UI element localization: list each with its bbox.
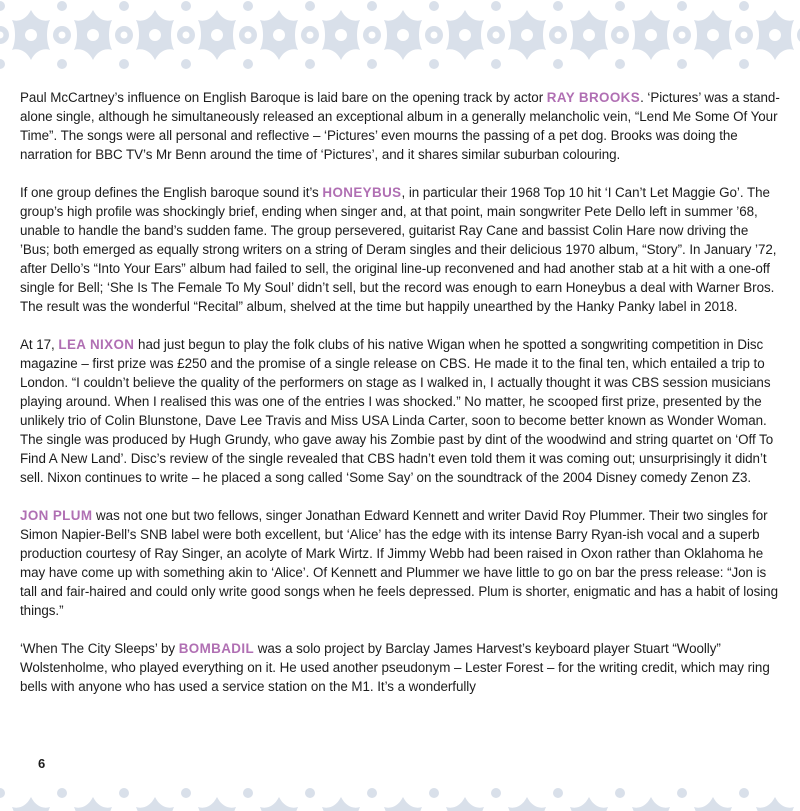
artist-name: HONEYBUS bbox=[322, 185, 402, 200]
paragraph-text: . ‘Pictures’ was a stand-alone single, although he simultaneously released an exceptional album in a generally melancholic vein, “Lend Me Some Of Your Time”. The songs were all personal and reflective – ‘Pictures’ even mourns the passing of a pet dog. Brooks was doing the narration for BBC TV’s Mr Benn around the time of ‘Pictures’, and it shares similar suburban colouring. bbox=[20, 90, 780, 162]
paragraph-text: had just begun to play the folk clubs of his native Wigan when he spotted a songwriting competition in Disc magazine – first prize was £250 and the promise of a single release on CBS. He made it to the final ten, which entailed a trip to London. “I couldn’t believe the quality of the performers on stage as I walked in, I actually thought it was CBS session musicians playing around. When I realised this was one of the entries I was shocked.” No matter, he scooped first prize, presented by the unlikely trio of Colin Blunstone, Dave Lee Travis and Miss USA Linda Carter, soon to become better known as Wonder Woman. The single was produced by Hugh Grundy, who gave away his Zombie past by dint of the woodwind and string quartet on ‘Off To Find A New Land’. Disc’s review of the single revealed that CBS hadn’t even told them it was coming out; unsurprisingly it didn’t sell. Nixon continues to write – he placed a song called ‘Some Say’ on the soundtrack of the 2004 Disney comedy Zenon Z3. bbox=[20, 337, 774, 485]
decorative-border-bottom bbox=[0, 763, 800, 811]
paragraph-text: Paul McCartney’s influence on English Baroque is laid bare on the opening track by actor bbox=[20, 90, 547, 105]
paragraph bbox=[20, 335, 780, 487]
paragraph-text: was not one but two fellows, singer Jonathan Edward Kennett and writer David Roy Plummer. Their two singles for Simon Napier-Bell’s SNB label were both excellent, but ‘Alice’ has the edge with its intense Barry Ryan-ish vocal and a superb production courtesy of Ray Singer, an acolyte of Mark Wirtz. If Jimmy Webb had been raised in Oxon rather than Oklahoma he may have come up with something akin to ‘Alice’. Of Kennett and Plummer we have little to go on bar the press release: “Jon is tall and fair-haired and could only write good songs when he feels depressed. Plum is shorter, enigmatic and has a habit of losing things.” bbox=[20, 508, 778, 618]
paragraph-text: If one group defines the English baroque sound it’s bbox=[20, 185, 323, 200]
article-body bbox=[20, 88, 780, 715]
artist-name: LEA NIXON bbox=[58, 337, 135, 352]
paragraph-text: At 17, bbox=[20, 337, 59, 352]
artist-name: RAY BROOKS bbox=[546, 90, 641, 105]
page-number: 6 bbox=[38, 756, 46, 771]
paragraph bbox=[20, 506, 780, 620]
paragraph-text: was a solo project by Barclay James Harvest’s keyboard player Stuart “Woolly” Wolstenholme, who played everything on it. He used another pseudonym – Lester Forest – for the writing credit, which may ring bells with anyone who has used a service station on the M1. It’s a wonderfully bbox=[20, 641, 770, 694]
paragraph bbox=[20, 183, 780, 316]
paragraph-text: , in particular their 1968 Top 10 hit ‘I Can’t Let Maggie Go’. The group’s high profile was shockingly brief, ending when singer and, at that point, main songwriter Pete Dello left in summer ’68, unable to handle the band’s sudden fame. The group persevered, guitarist Ray Cane and bassist Colin Hare now driving the ’Bus; both emerged as equally strong writers on a string of Deram singles and their delicious 1970 album, “Story”. In January ’72, after Dello’s “Into Your Ears” album had failed to sell, the original line-up reconvened and had another stab at a hit with a one-off single for Bell; ‘She Is The Female To My Soul’ didn’t sell, but the record was enough to earn Honeybus a deal with Warner Bros. The result was the wonderful “Recital” album, shelved at the time but happily unearthed by the Hanky Panky label in 2018. bbox=[20, 185, 777, 314]
artist-name: JON PLUM bbox=[20, 508, 93, 523]
decorative-border-top bbox=[0, 0, 800, 70]
artist-name: BOMBADIL bbox=[178, 641, 255, 656]
paragraph bbox=[20, 639, 780, 696]
paragraph-text: ‘When The City Sleeps’ by bbox=[20, 641, 179, 656]
paragraph bbox=[20, 88, 780, 164]
lace-pattern-bottom bbox=[0, 763, 800, 811]
lace-pattern-top bbox=[0, 0, 800, 70]
